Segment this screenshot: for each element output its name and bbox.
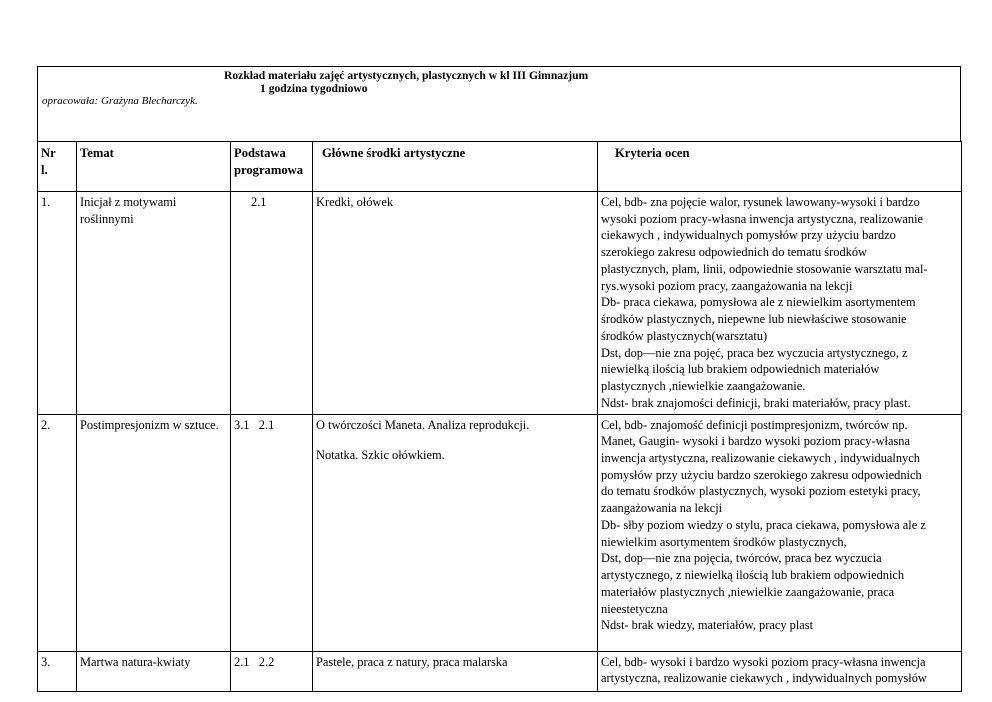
criteria-line: do tematu środków plastycznych, wysoki poziom estetyki pracy, [601, 484, 921, 499]
document-subtitle: 1 godzina tygodniowo [260, 82, 368, 95]
criteria-line: Ndst- brak wiedzy, materiałów, pracy plast [601, 618, 814, 633]
row-curriculum-basis-value: 2.1 [251, 195, 267, 209]
column-header-kryteria [598, 142, 962, 192]
column-header-podstawa-line1: Podstawa [234, 146, 286, 160]
criteria-line: rys.wysoki poziom pracy, zaangażowania na lekcji [601, 278, 853, 293]
row-topic: Postimpresjonizm w sztuce. [77, 414, 231, 651]
criteria-line: Dst, dop—nie zna pojęcia, twórców, praca bez wyczucia [601, 551, 882, 566]
row-artistic-means [313, 414, 598, 651]
criteria-line: materiałów plastycznych ,niewielkie zaangażowanie, praca [601, 584, 895, 599]
column-header-srodki-label: Główne środki artystyczne [322, 146, 466, 160]
criteria-line: plastycznych, plam, linii, odpowiednie stosowanie warsztatu mal- [601, 261, 928, 276]
criteria-line: szerokiego zakresu odpowiednich do tematu środków [601, 245, 867, 260]
criteria-line: środków plastycznych(warsztatu) [601, 328, 768, 343]
column-header-nr-line1: Nr [41, 146, 56, 160]
table-header-row [38, 142, 962, 192]
criteria-line: Cel, bdb- zna pojęcie walor, rysunek lawowany-wysoki i bardzo [601, 195, 920, 209]
column-header-nr [38, 142, 77, 192]
criteria-line: artystyczna, realizowanie ciekawych , indywidualnych pomysłów [601, 671, 927, 686]
table-row [38, 192, 962, 415]
row-criteria [598, 414, 962, 651]
row-curriculum-basis-value: 2.1 2.2 [234, 654, 275, 669]
row-artistic-means-text: Pastele, praca z natury, praca malarska [316, 654, 508, 669]
row-topic: Inicjał z motywami roślinnymi [77, 192, 231, 415]
criteria-line: niewielką ilością lub brakiem odpowiednich materiałów [601, 362, 880, 377]
column-header-temat-label: Temat [80, 146, 114, 160]
criteria-line: artystycznego, z niewielką ilością lub brakiem odpowiednich [601, 568, 905, 583]
column-header-srodki [313, 142, 598, 192]
criteria-line: Ndst- brak znajomości definicji, braki materiałów, pracy plast. [601, 395, 911, 410]
column-header-nr-line2: l. [41, 163, 48, 177]
document-title: Rozkład materiału zajęć artystycznych, plastycznych w kl III Gimnazjum [224, 69, 589, 82]
row-number: 3. [38, 651, 77, 691]
criteria-line: Cel, bdb- wysoki i bardzo wysoki poziom pracy-własna inwencja [601, 654, 926, 669]
row-number: 2. [38, 414, 77, 651]
row-criteria [598, 192, 962, 415]
column-header-temat [77, 142, 231, 192]
row-curriculum-basis [231, 414, 313, 651]
criteria-line: Db- słby poziom wiedzy o stylu, praca ciekawa, pomysłowa ale z [601, 517, 926, 532]
criteria-line: niewielkim asortymentem środków plastycznych, [601, 534, 847, 549]
criteria-line: pomysłów przy użyciu bardzo szerokiego zakresu odpowiednich [601, 467, 922, 482]
row-curriculum-basis [231, 651, 313, 691]
criteria-line: ciekawych , indywidualnych pomysłów przy użyciu bardzo [601, 228, 896, 243]
row-artistic-means-note: Notatka. Szkic ołówkiem. [316, 448, 445, 463]
table-row [38, 651, 962, 691]
row-curriculum-basis [231, 192, 313, 415]
row-artistic-means-text: Kredki, ołówek [316, 195, 394, 209]
row-curriculum-basis-value: 3.1 2.1 [234, 417, 275, 432]
row-topic: Martwa natura-kwiaty [77, 651, 231, 691]
criteria-line: inwencja artystyczna, realizowanie ciekawych , indywidualnych [601, 451, 920, 466]
column-header-podstawa-line2: programowa [234, 163, 304, 177]
author-line: opracowała: Grażyna Blecharczyk. [42, 95, 198, 107]
criteria-line: plastycznych ,niewielkie zaangażowanie. [601, 379, 806, 394]
criteria-line: nieestetyczna [601, 601, 668, 616]
column-header-podstawa [231, 142, 313, 192]
row-artistic-means [313, 651, 598, 691]
lesson-plan-table [37, 141, 962, 692]
criteria-line: zaangażowania na lekcji [601, 501, 723, 516]
criteria-line: środków plastycznych, niepewne lub niewłaściwe stosowanie [601, 312, 907, 327]
row-artistic-means-text: O twórczości Maneta. Analiza reprodukcji. [316, 417, 530, 432]
row-number: 1. [38, 192, 77, 415]
row-criteria [598, 651, 962, 691]
row-artistic-means [313, 192, 598, 415]
criteria-line: Db- praca ciekawa, pomysłowa ale z niewielkim asortymentem [601, 295, 916, 310]
criteria-line: Dst, dop—nie zna pojęć, praca bez wyczucia artystycznego, z [601, 345, 908, 360]
document-header [37, 66, 961, 142]
table-row [38, 414, 962, 651]
criteria-line: Manet, Gaugin- wysoki i bardzo wysoki poziom pracy-własna [601, 434, 911, 449]
criteria-line: Cel, bdb- znajomość definicji postimpresjonizm, twórców np. [601, 417, 908, 432]
column-header-kryteria-label: Kryteria ocen [615, 146, 690, 160]
criteria-line: wysoki poziom pracy-własna inwencja artystyczna, realizowanie [601, 211, 924, 226]
